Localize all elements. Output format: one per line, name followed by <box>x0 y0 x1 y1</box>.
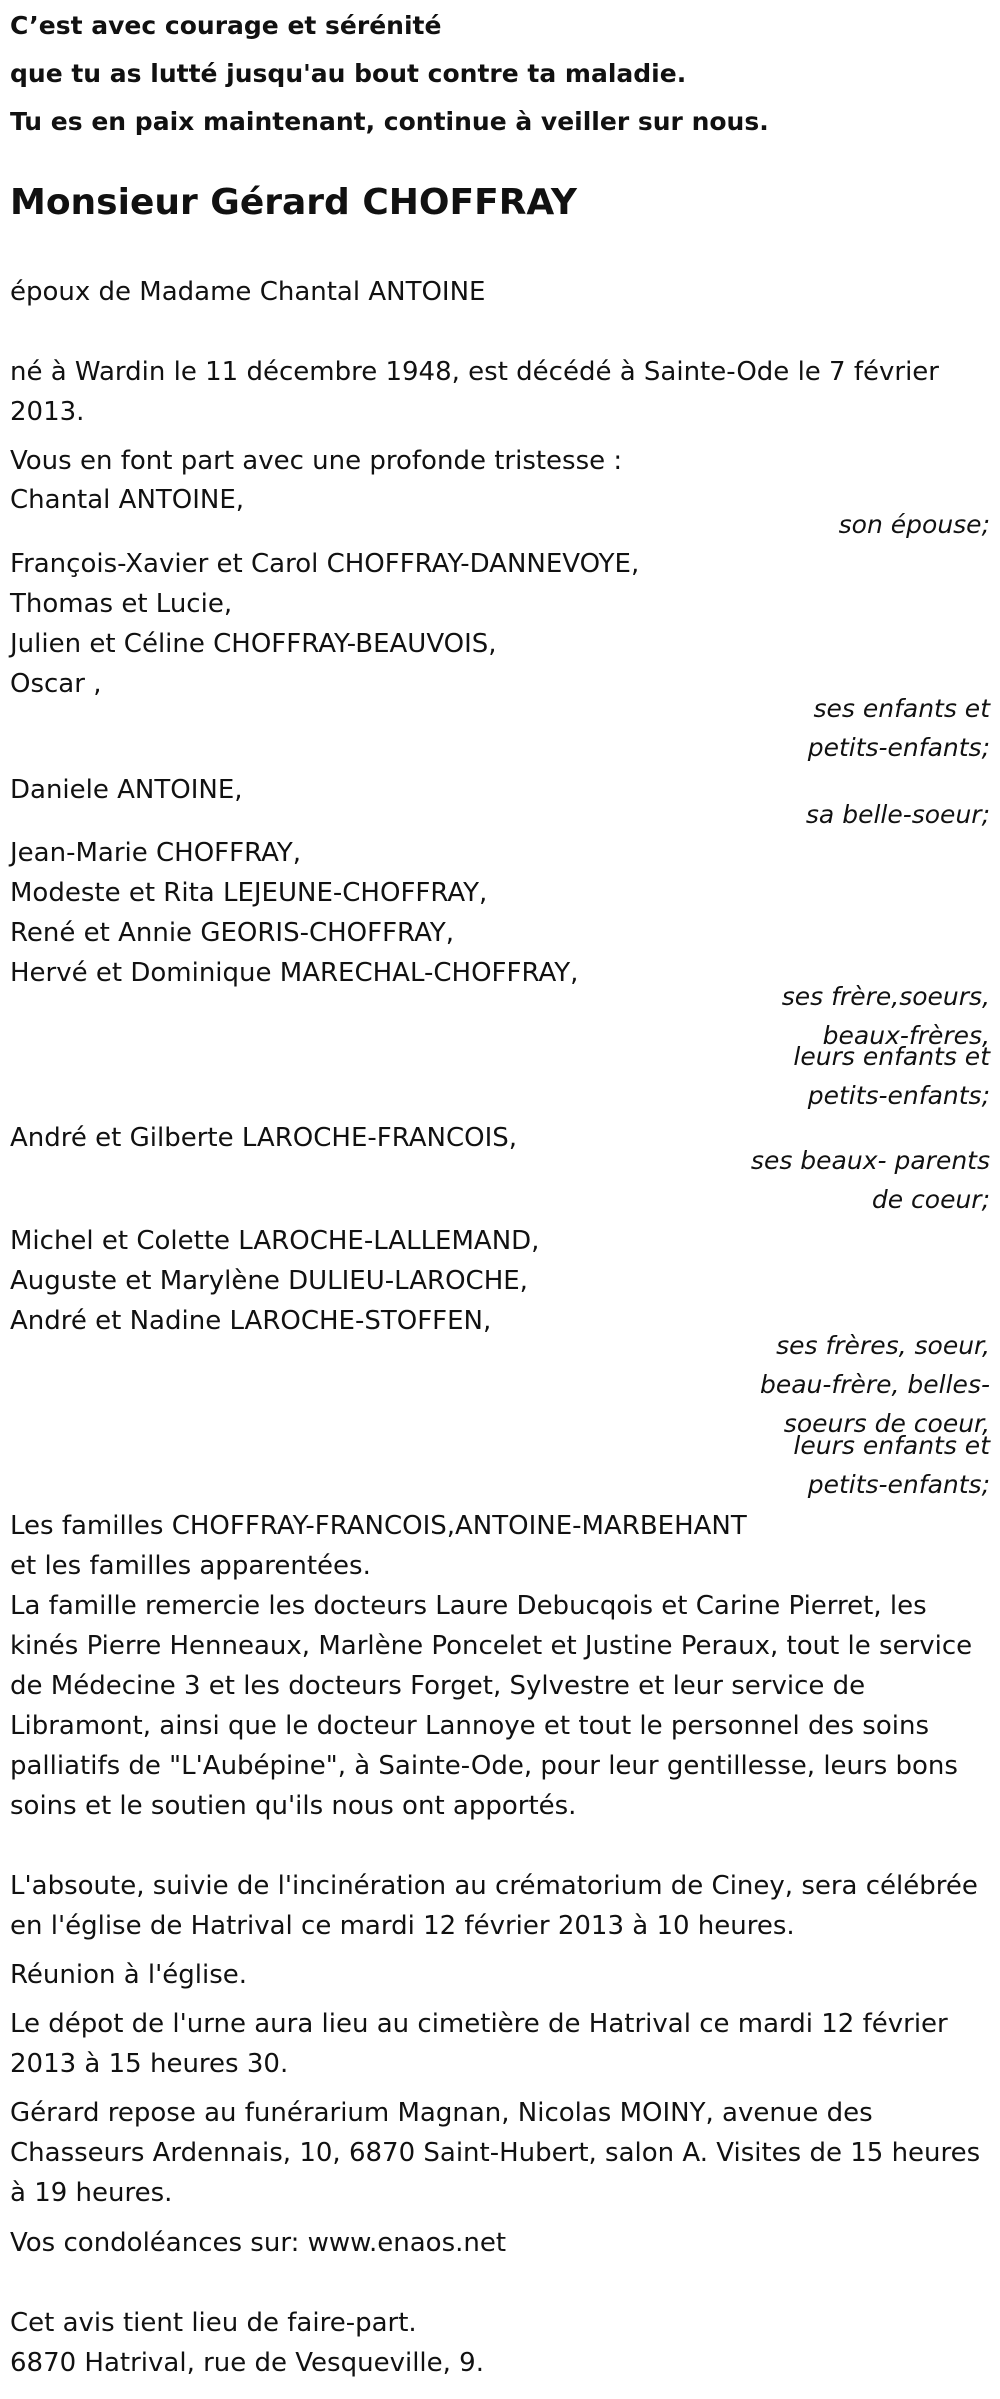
name-entry: André et Gilberte LAROCHE-FRANCOIS, <box>10 1123 518 1153</box>
name-entry: André et Nadine LAROCHE-STOFFEN, <box>10 1306 492 1336</box>
funerarium-paragraph: Gérard repose au funérarium Magnan, Nicolas MOINY, avenue des Chasseurs Ardennais, 10, 6870 Saint-Hubert, salon A. Visites de 15 heures à 19 heures. <box>10 2098 981 2208</box>
thanks-paragraph: La famille remercie les docteurs Laure Debucqois et Carine Pierret, les kinés Pierre Henneaux, Marlène Poncelet et Justine Peraux, tout le service de Médecine 3 et les docteurs Forget, Sylvestre et leur service de Libramont, ainsi que le docteur Lannoye et tout le personnel des soins palliatifs de "L'Aubépine", à Sainte-Ode, pour leur gentillesse, leurs bons soins et le soutien qu'ils nous ont apportés. <box>10 1591 973 1821</box>
name-entry: Jean-Marie CHOFFRAY, <box>10 838 302 868</box>
name-entry: Oscar , <box>10 669 102 699</box>
poem-line-1: C’est avec courage et sérénité <box>10 11 442 40</box>
relation-siblings-2: leurs enfants et petits-enfants; <box>793 1042 990 1110</box>
name-entry: Auguste et Marylène DULIEU-LAROCHE, <box>10 1266 528 1296</box>
name-entry: Thomas et Lucie, <box>10 589 233 619</box>
names-group-children <box>10 544 995 704</box>
poem-line-3: Tu es en paix maintenant, continue à veiller sur nous. <box>10 107 769 136</box>
urn-paragraph: Le dépot de l'urne aura lieu au cimetière de Hatrival ce mardi 12 février 2013 à 15 heures 30. <box>10 2009 948 2079</box>
footer-line-1: Cet avis tient lieu de faire-part. <box>10 2308 417 2338</box>
names-group-siblings-of-heart <box>10 1221 995 1341</box>
relation-siblings: ses frère,soeurs, beaux-frères, <box>781 982 990 1050</box>
footer <box>10 2303 995 2383</box>
name-entry: Daniele ANTOINE, <box>10 775 243 805</box>
relation-children: ses enfants et petits-enfants; <box>807 694 990 762</box>
name-entry: Hervé et Dominique MARECHAL-CHOFFRAY, <box>10 958 579 988</box>
name-entry: Michel et Colette LAROCHE-LALLEMAND, <box>10 1226 540 1256</box>
birth-death: né à Wardin le 11 décembre 1948, est décédé à Sainte-Ode le 7 février 2013. <box>10 357 939 427</box>
poem <box>10 2 995 146</box>
relation-parents-of-heart: ses beaux- parents de coeur; <box>750 1146 990 1214</box>
footer-address: 6870 Hatrival, rue de Vesqueville, 9. <box>10 2348 484 2378</box>
relation-sister-in-law: sa belle-soeur; <box>805 800 990 829</box>
name-entry: Julien et Céline CHOFFRAY-BEAUVOIS, <box>10 629 497 659</box>
name-entry: Chantal ANTOINE, <box>10 485 245 515</box>
poem-line-2: que tu as lutté jusqu'au bout contre ta maladie. <box>10 59 687 88</box>
relation-spouse: son épouse; <box>838 510 990 539</box>
name-entry: François-Xavier et Carol CHOFFRAY-DANNEVOYE, <box>10 549 640 579</box>
relation-siblings-of-heart: ses frères, soeur, beau-frère, belles-soeurs de coeur, <box>759 1331 990 1438</box>
relation-siblings-of-heart-2: leurs enfants et petits-enfants; <box>793 1431 990 1499</box>
announcement: Vous en font part avec une profonde tristesse : <box>10 446 623 476</box>
spouse-line: époux de Madame Chantal ANTOINE <box>10 277 486 307</box>
ceremony-paragraph: L'absoute, suivie de l'incinération au crématorium de Ciney, sera célébrée en l'église de Hatrival ce mardi 12 février 2013 à 10 heures. <box>10 1871 978 1941</box>
deceased-name: Monsieur Gérard CHOFFRAY <box>10 182 577 223</box>
names-group-siblings <box>10 833 995 993</box>
condolences-line: Vos condoléances sur: www.enaos.net <box>10 2228 507 2258</box>
families <box>10 1506 995 1586</box>
families-line-2: et les familles apparentées. <box>10 1551 371 1581</box>
families-line-1: Les familles CHOFFRAY-FRANCOIS,ANTOINE-MARBEHANT <box>10 1511 747 1541</box>
reunion-line: Réunion à l'église. <box>10 1960 248 1990</box>
name-entry: Modeste et Rita LEJEUNE-CHOFFRAY, <box>10 878 488 908</box>
name-entry: René et Annie GEORIS-CHOFFRAY, <box>10 918 454 948</box>
